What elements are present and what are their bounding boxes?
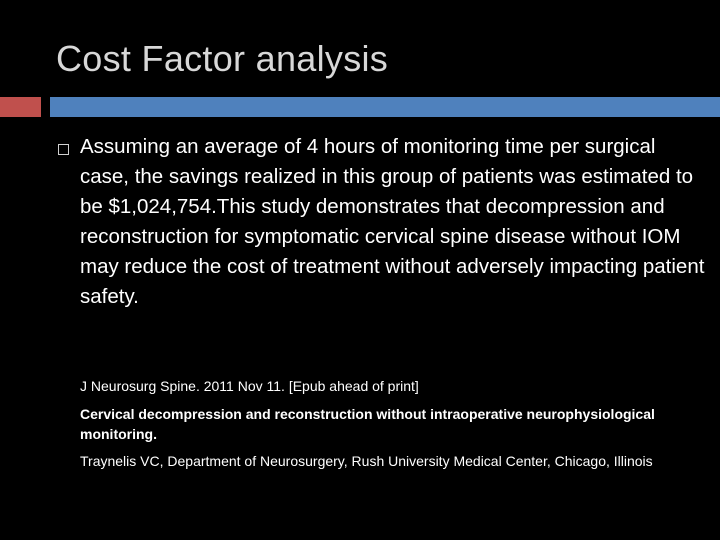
bullet-text: Assuming an average of 4 hours of monitoring time per surgical case, the savings realized in this group of patients was estimated to be $1,024,754.This study demonstrates that decompression and reconstruction for symptomatic cervical spine disease without IOM may reduce the cost of treatment without adversely impacting patient safety. [80,135,705,308]
reference-journal: J Neurosurg Spine. 2011 Nov 11. [Epub ahead of print] [80,378,419,394]
bullet-square-icon [58,144,69,155]
reference-authors: Traynelis VC, Department of Neurosurgery, Rush University Medical Center, Chicago, Illinois [80,453,653,469]
accent-bar-red [0,97,41,117]
reference-article-title: Cervical decompression and reconstruction without intraoperative neurophysiological monitoring. [80,406,655,442]
accent-bar-blue [50,97,720,117]
slide-title: Cost Factor analysis [56,38,389,79]
